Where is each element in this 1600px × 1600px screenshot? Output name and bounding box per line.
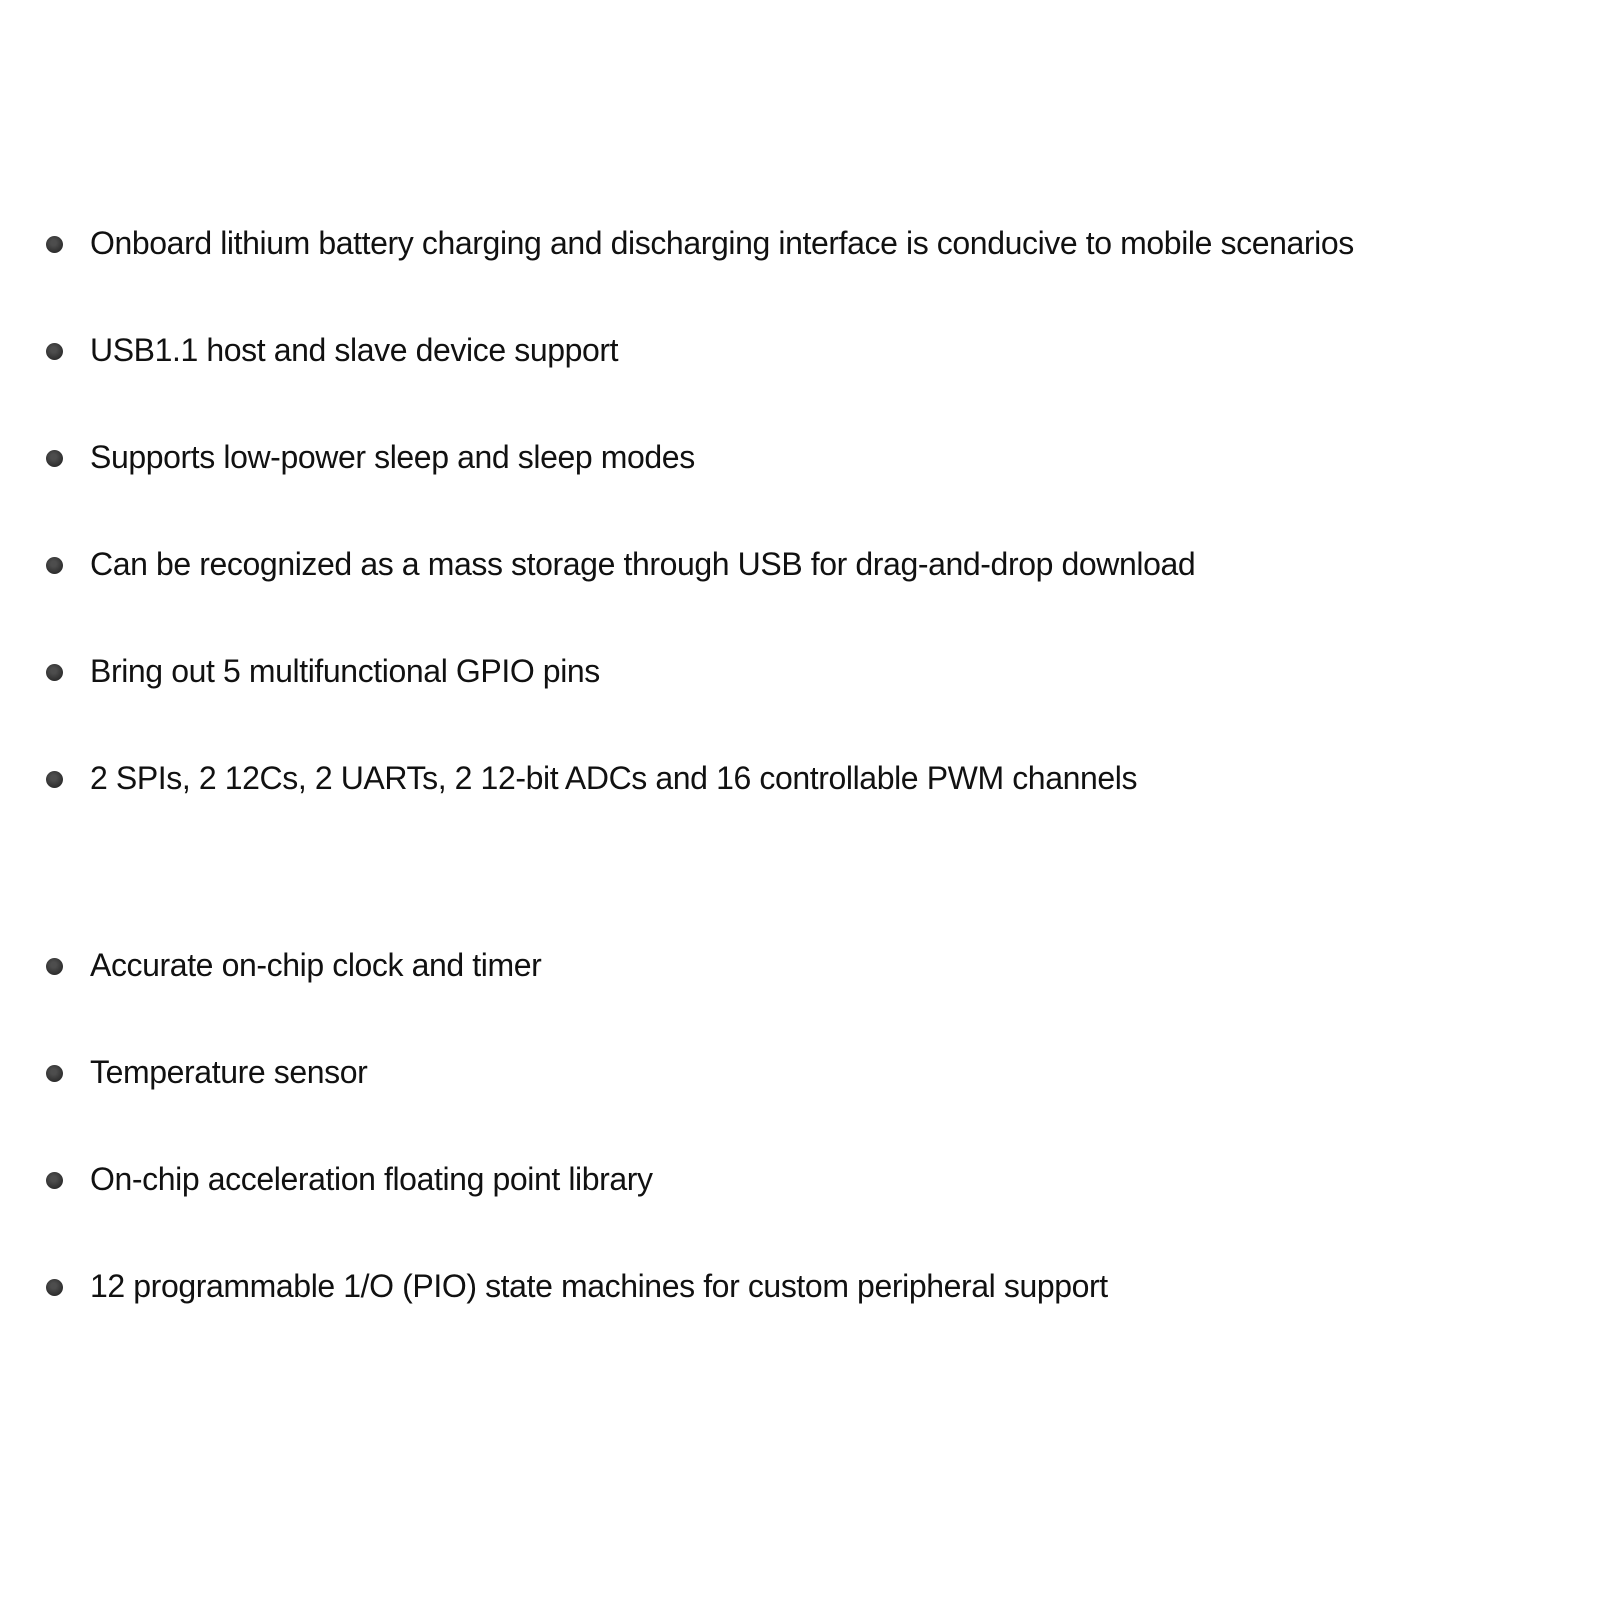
list-item xyxy=(46,757,1560,799)
bullet-icon xyxy=(46,771,63,788)
feature-text: Temperature sensor xyxy=(90,1054,368,1090)
bullet-icon xyxy=(46,664,63,681)
list-item xyxy=(46,1158,1560,1200)
list-item xyxy=(46,1265,1560,1307)
list-item xyxy=(46,650,1560,692)
bullet-icon xyxy=(46,450,63,467)
feature-text: Bring out 5 multifunctional GPIO pins xyxy=(90,653,600,689)
list-item xyxy=(46,329,1560,371)
list-item xyxy=(46,944,1560,986)
feature-group xyxy=(46,222,1560,799)
feature-text: USB1.1 host and slave device support xyxy=(90,332,619,368)
feature-group xyxy=(46,944,1560,1307)
bullet-icon xyxy=(46,958,63,975)
list-item xyxy=(46,222,1560,264)
feature-text: 12 programmable 1/O (PIO) state machines for custom peripheral support xyxy=(90,1268,1108,1304)
bullet-icon xyxy=(46,343,63,360)
feature-text: On-chip acceleration floating point library xyxy=(90,1161,653,1197)
feature-text: Accurate on-chip clock and timer xyxy=(90,947,542,983)
bullet-icon xyxy=(46,236,63,253)
feature-text: Onboard lithium battery charging and discharging interface is conducive to mobile scenarios xyxy=(90,225,1354,261)
bullet-icon xyxy=(46,1065,63,1082)
list-item xyxy=(46,436,1560,478)
feature-text: Can be recognized as a mass storage through USB for drag-and-drop download xyxy=(90,546,1196,582)
list-item xyxy=(46,543,1560,585)
bullet-icon xyxy=(46,557,63,574)
feature-text: Supports low-power sleep and sleep modes xyxy=(90,439,695,475)
bullet-icon xyxy=(46,1279,63,1296)
list-item xyxy=(46,1051,1560,1093)
feature-text: 2 SPIs, 2 12Cs, 2 UARTs, 2 12-bit ADCs and 16 controllable PWM channels xyxy=(90,760,1138,796)
bullet-icon xyxy=(46,1172,63,1189)
